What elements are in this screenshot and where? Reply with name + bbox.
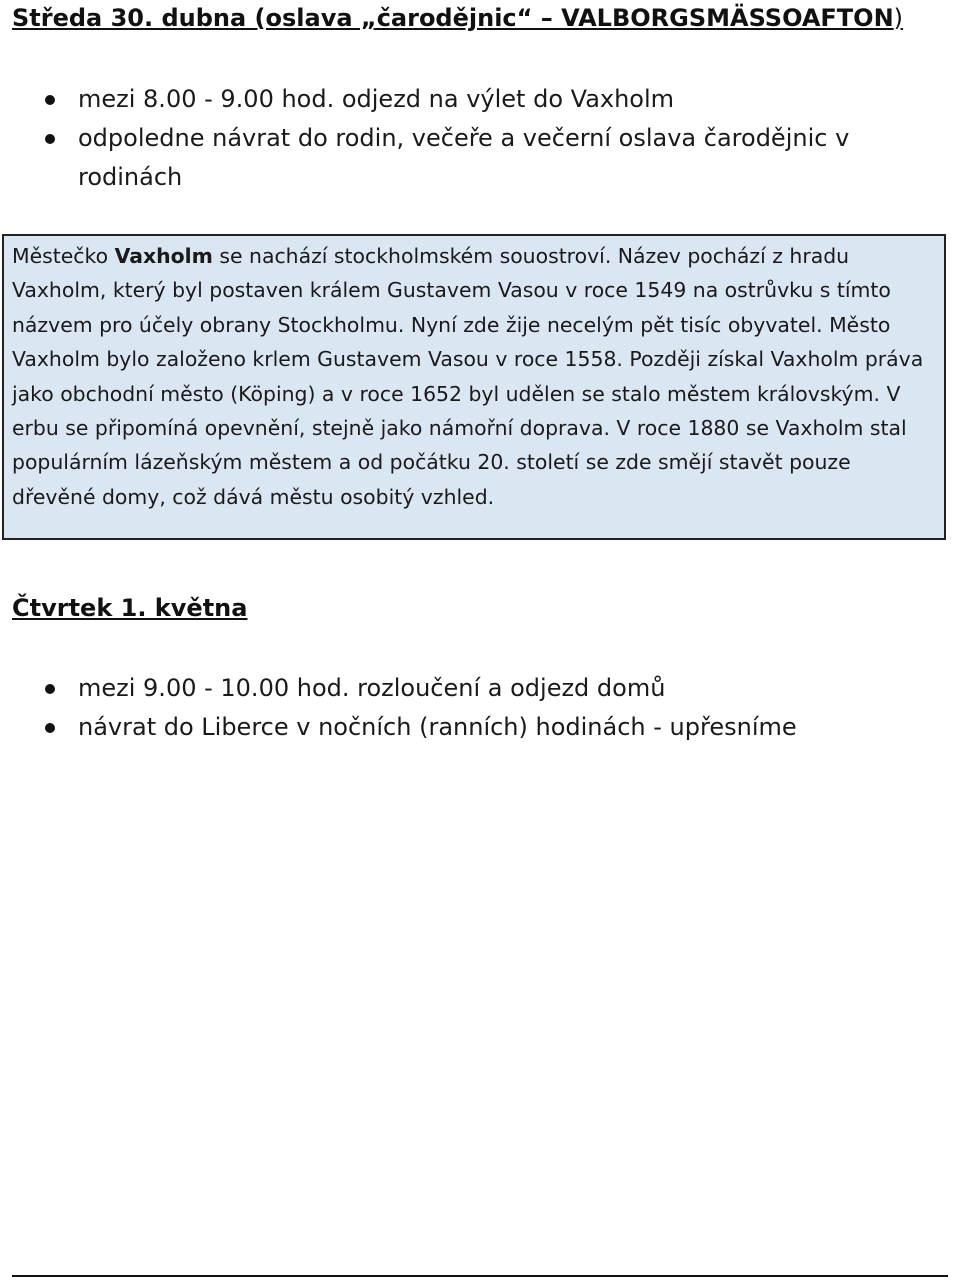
thursday-heading: Čtvrtek 1. května — [12, 594, 248, 622]
list-item — [40, 708, 920, 747]
wednesday-heading-close: ) — [893, 4, 904, 32]
bullet-icon — [45, 723, 55, 733]
wednesday-heading — [12, 2, 903, 34]
list-item — [40, 80, 920, 119]
paragraph-text-rest: se nachází stockholmském souostroví. Název pochází z hradu Vaxholm, který byl postaven králem Gustavem Vasou v roce 1549 na ostrůvku s tímto názvem pro účely obrany Stockholmu. Nyní zde žije necelým pět tisíc obyvatel. Město Vaxholm bylo založeno krlem Gustavem Vasou v roce 1558. Později získal Vaxholm práva jako obchodní město (Köping) a v roce 1652 byl udělen se stalo městem královským. V erbu se připomíná opevnění, stejně jako námořní doprava. V roce 1880 se Vaxholm stal populárním lázeňským městem a od počátku 20. století se zde smějí stavět pouze dřevěné domy, což dává městu osobitý vzhled. — [12, 244, 924, 509]
paragraph-text-start: Městečko — [12, 244, 115, 268]
thursday-schedule-list — [40, 669, 920, 747]
wednesday-heading-text: Středa 30. dubna (oslava „čarodějnic“ – VALBORGSMÄSSOAFTON — [12, 4, 894, 32]
vaxholm-bold-name: Vaxholm — [114, 244, 213, 268]
vaxholm-info-box — [2, 234, 946, 540]
vaxholm-paragraph — [12, 239, 936, 514]
footer-divider — [12, 1275, 948, 1277]
wednesday-schedule-list — [40, 80, 920, 197]
list-item — [40, 119, 920, 197]
bullet-icon — [45, 684, 55, 694]
list-item-text: mezi 9.00 - 10.00 hod. rozloučení a odjezd domů — [78, 674, 666, 702]
list-item — [40, 669, 920, 708]
list-item-text: mezi 8.00 - 9.00 hod. odjezd na výlet do Vaxholm — [78, 85, 675, 113]
list-item-text: odpoledne návrat do rodin, večeře a večerní oslava čarodějnic v rodinách — [78, 124, 850, 191]
bullet-icon — [45, 134, 55, 144]
list-item-text: návrat do Liberce v nočních (ranních) hodinách - upřesníme — [78, 713, 797, 741]
bullet-icon — [45, 95, 55, 105]
